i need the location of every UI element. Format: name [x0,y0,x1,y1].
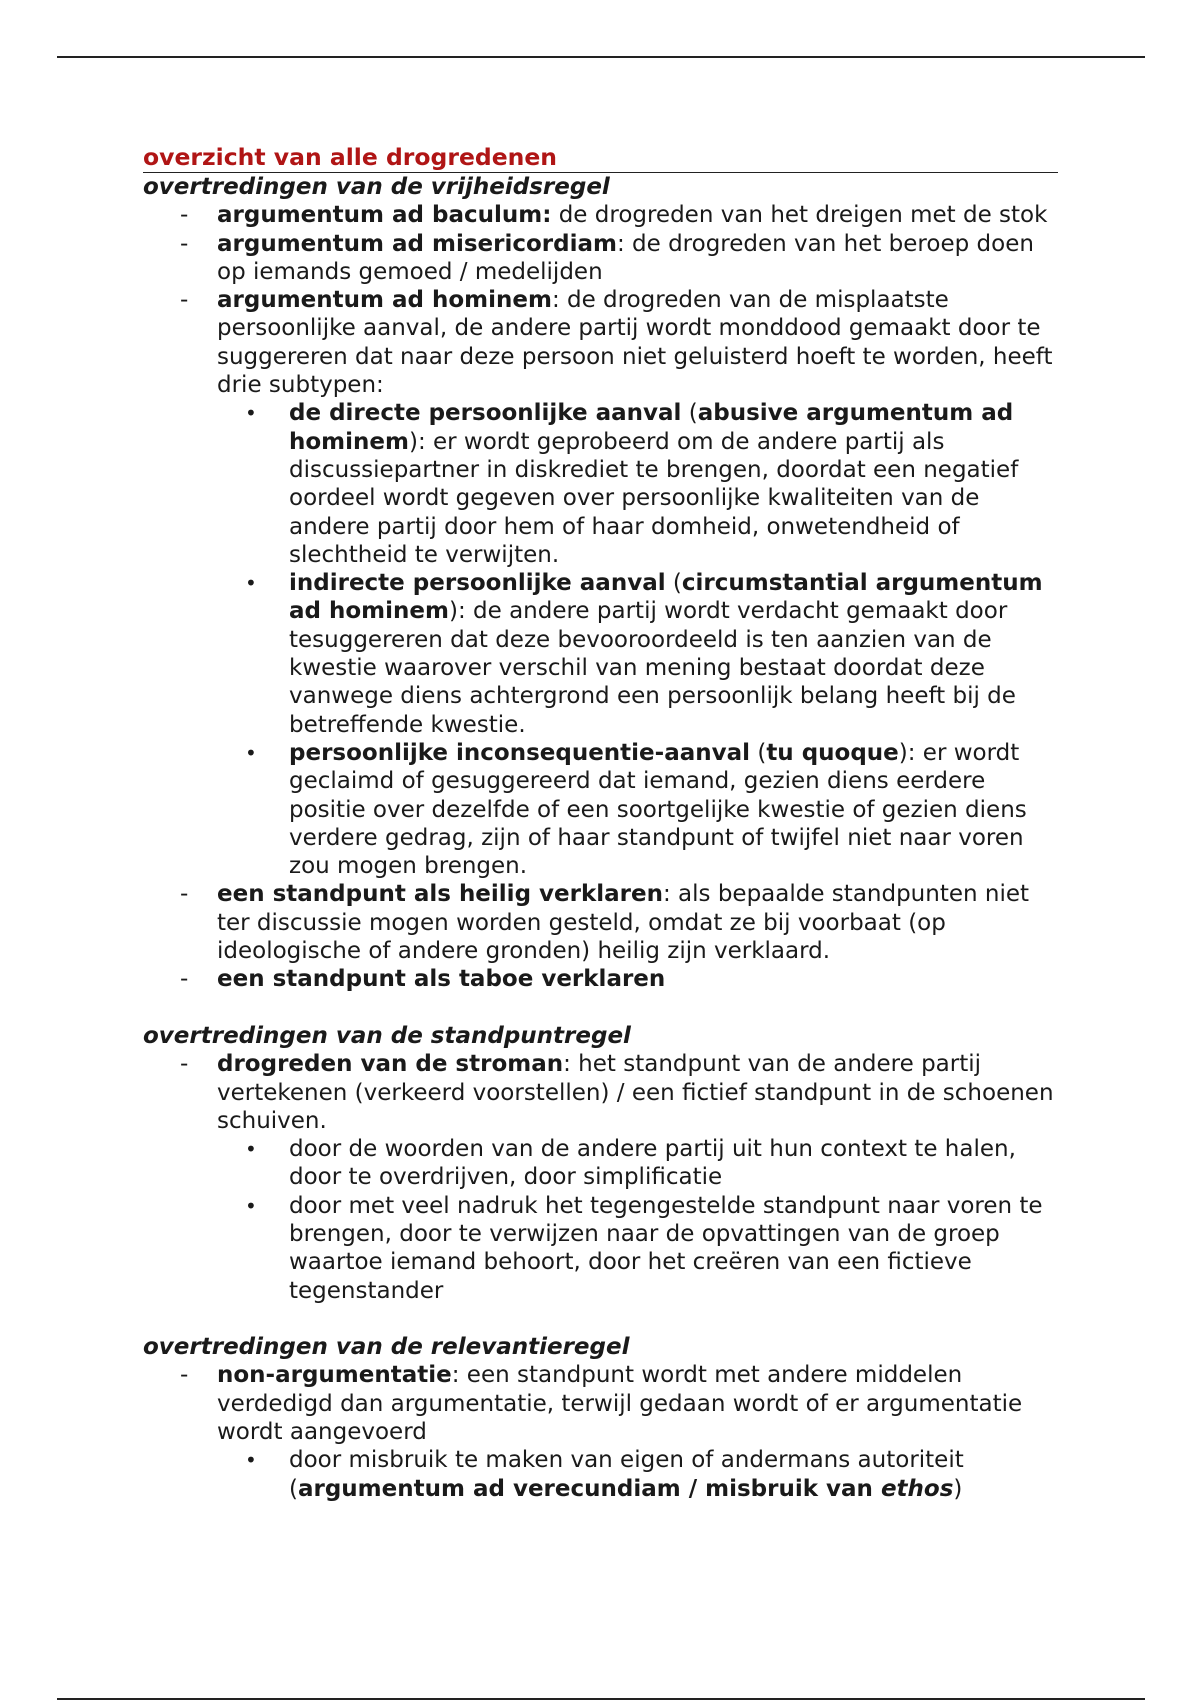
subitem-text: door met veel nadruk het tegengestelde standpunt naar voren te brengen, door te verwijzen naar de opvattingen van de groep waartoe iemand behoort, door het creëren van een fictieve tegenstander [289,1192,1043,1304]
item-term: argumentum ad baculum: [217,202,552,229]
dash-marker: - [180,287,189,314]
section-heading-standpuntregel: overtredingen van de standpuntregel [143,1022,631,1049]
item-desc: : als bepaalde standpunten niet ter discussie mogen worden gesteld, omdat ze bij voorbaat (op ideologische of andere gronden) heilig zijn verklaard. [217,881,1030,965]
list-item [143,201,1058,229]
subitem-paren-close: ) [953,1475,963,1502]
section-list-vrijheidsregel [143,201,1058,993]
item-desc: : een standpunt wordt met andere middelen verdedigd dan argumentatie, terwijl gedaan wordt of er argumentatie wordt aangevoerd [217,1362,1023,1446]
dash-marker: - [180,202,189,229]
sublist [217,1446,1058,1503]
dash-marker: - [180,230,189,257]
subitem-paren: ( [681,400,698,427]
bullet-marker: • [245,1137,257,1162]
item-term: een standpunt als heilig verklaren [217,881,663,908]
section-list-standpuntregel [143,1050,1058,1305]
dash-marker: - [180,881,189,908]
list-item [143,230,1058,287]
list-item [143,1050,1058,1305]
item-term: argumentum ad misericordiam [217,230,617,257]
item-desc: : de drogreden van het beroep doen op iemands gemoed / medelijden [217,230,1034,285]
item-term: argumentum ad hominem [217,287,552,314]
subitem-bold-term: argumentum ad verecundiam / misbruik van [297,1475,881,1502]
sublist-item [217,739,1058,880]
list-item [143,880,1058,965]
subitem-paren: ( [665,570,682,597]
subitem-desc: ): er wordt geprobeerd om de andere partij als discussiepartner in diskrediet te brengen, doordat een negatief oordeel wordt gegeven over persoonlijke kwaliteiten van de andere partij door hem of haar domheid, onwetendheid of slechtheid te verwijten. [289,428,1019,568]
subitem-desc: ): de andere partij wordt verdacht gemaakt door tesuggereren dat deze bevooroordeeld is ten aanzien van de kwestie waarover verschil van mening bestaat doordat deze vanwege diens achtergrond een persoonlijk belang heeft bij de betreffende kwestie. [289,598,1016,738]
bullet-marker: • [245,401,257,426]
list-item [143,1361,1058,1502]
bullet-marker: • [245,571,257,596]
subitem-text: door misbruik te maken van eigen of andermans autoriteit [289,1447,964,1474]
sublist-item [217,1446,1058,1503]
item-desc: : het standpunt van de andere partij vertekenen (verkeerd voorstellen) / een fictief standpunt in de schoenen schuiven. [217,1051,1054,1134]
bullet-marker: • [245,1193,257,1218]
bullet-marker: • [245,1448,257,1473]
dash-marker: - [180,1051,189,1078]
sublist-item [217,399,1058,569]
sublist [217,399,1058,880]
item-term: non-argumentatie [217,1362,452,1389]
section-heading-relevantieregel: overtredingen van de relevantieregel [143,1334,630,1361]
list-item [143,965,1058,993]
subitem-term: persoonlijke inconsequentie-aanval [289,739,751,766]
top-rule [57,56,1145,58]
subitem-alt-term: abusive argumentum ad hominem [289,400,1014,455]
sublist-item [217,1192,1058,1305]
subitem-paren-open: ( [289,1475,298,1502]
subitem-alt-term: circumstantial argumentum ad hominem [289,570,1043,625]
spacer [143,994,1058,1022]
spacer [143,1305,1058,1333]
section-list-relevantieregel [143,1361,1058,1502]
subitem-paren: ( [750,739,767,766]
bullet-marker: • [245,740,257,765]
dash-marker: - [180,1362,189,1389]
item-desc: : de drogreden van de misplaatste persoonlijke aanval, de andere partij wordt monddood gemaakt door te suggereren dat naar deze persoon niet geluisterd hoeft te worden, heeft drie subtypen: [217,287,1053,399]
subitem-alt-term: tu quoque [766,739,899,766]
list-item [143,286,1058,880]
subitem-desc: ): er wordt geclaimd of gesuggereerd dat iemand, gezien diens eerdere positie over dezelfde of een soortgelijke kwestie of gezien diens verdere gedrag, zijn of haar standpunt of twijfel niet naar voren zou mogen brengen. [289,739,1027,880]
section-heading-vrijheidsregel: overtredingen van de vrijheidsregel [143,174,610,200]
sublist-item [217,1135,1058,1192]
sublist [217,1135,1058,1305]
subitem-bold-italic-term: ethos [880,1475,954,1502]
sublist-item [217,569,1058,739]
item-term: een standpunt als taboe verklaren [217,966,666,993]
page-title: overzicht van alle drogredenen [143,142,1058,173]
item-desc: de drogreden van het dreigen met de stok [551,202,1048,229]
subitem-term: de directe persoonlijke aanval [289,400,682,427]
dash-marker: - [180,966,189,993]
document-body [143,142,1058,1503]
subitem-term: indirecte persoonlijke aanval [289,570,666,597]
subitem-text: door de woorden van de andere partij uit hun context te halen, door te overdrijven, door simplificatie [289,1136,1016,1191]
item-term: drogreden van de stroman [217,1051,564,1078]
